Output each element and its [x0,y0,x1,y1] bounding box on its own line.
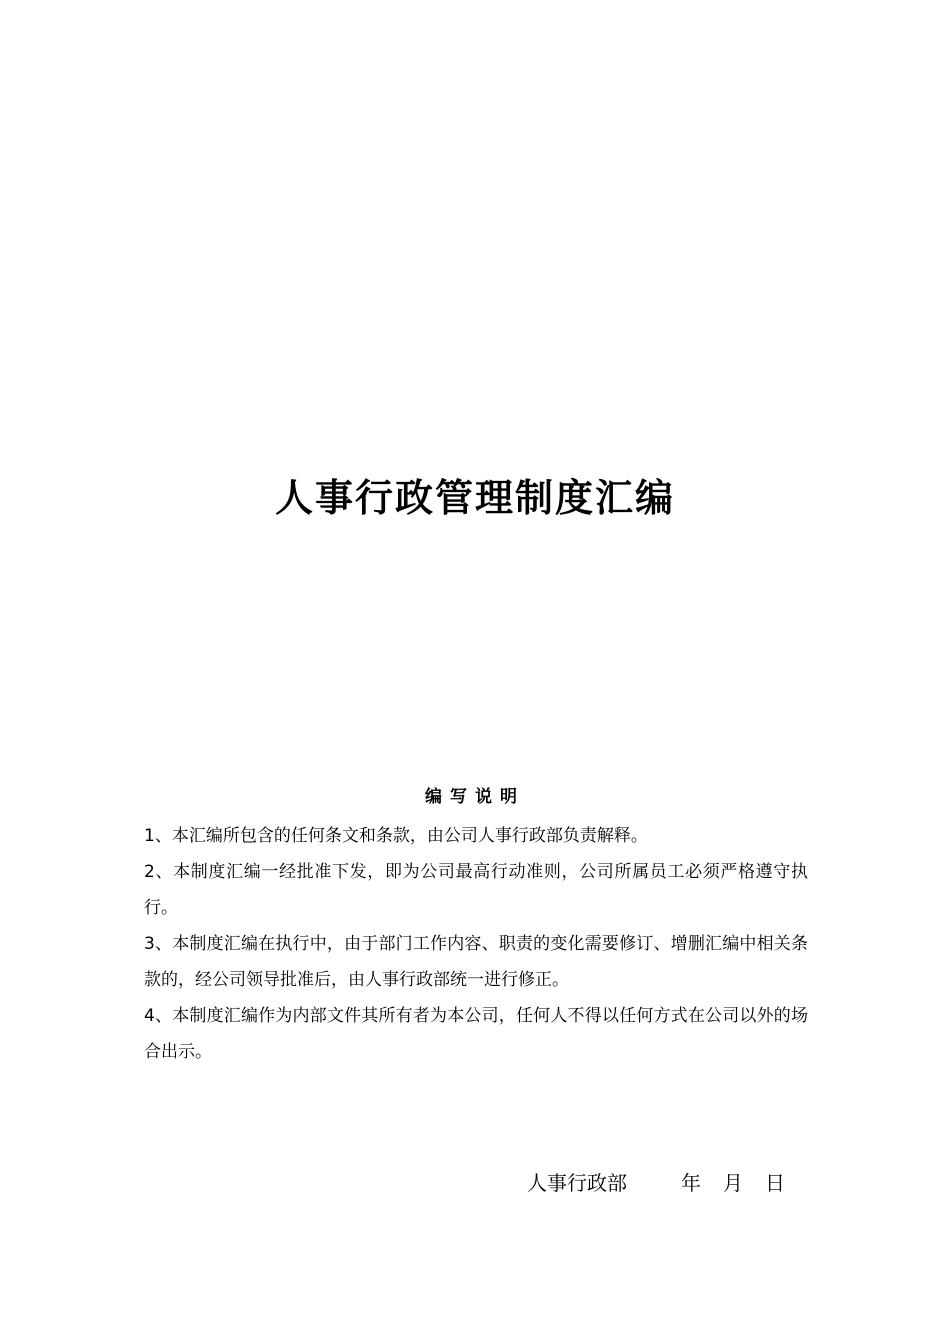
notes-list [144,818,808,1070]
signature-department: 人事行政部 [527,1171,627,1195]
signature-block [527,1166,817,1200]
document-title: 人事行政管理制度汇编 [274,475,675,520]
note-item: 4、本制度汇编作为内部文件其所有者为本公司，任何人不得以任何方式在公司以外的场合出示。 [144,1006,808,1062]
note-item: 1、本汇编所包含的任何条文和条款，由公司人事行政部负责解释。 [144,826,648,846]
signature-day-label: 日 [765,1171,785,1195]
note-item: 3、本制度汇编在执行中，由于部门工作内容、职责的变化需要修订、增删汇编中相关条款的，经公司领导批准后，由人事行政部统一进行修正。 [144,934,808,990]
notes-heading: 编写说明 [425,787,525,807]
signature-month-label: 月 [723,1171,743,1195]
signature-year-label: 年 [681,1171,701,1195]
note-item: 2、本制度汇编一经批准下发，即为公司最高行动准则，公司所属员工必须严格遵守执行。 [144,862,808,918]
